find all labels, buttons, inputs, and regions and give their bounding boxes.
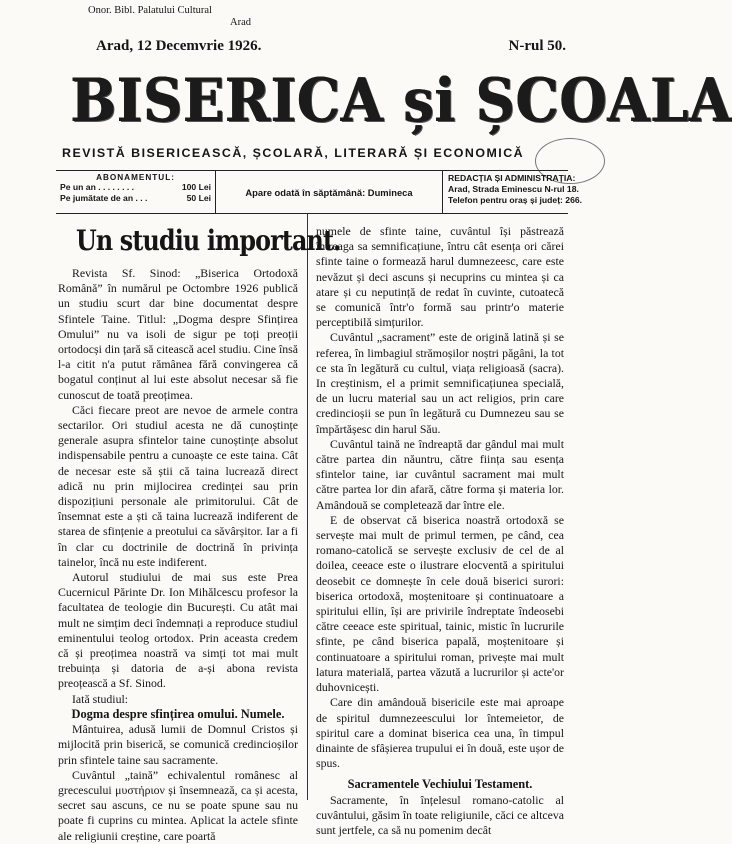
masthead-subtitle: REVISTĂ BISERICEASCĂ, ȘCOLARĂ, LITERARĂ ȘI ECONOMICĂ <box>62 146 525 160</box>
subscription-price: 50 Lei <box>186 193 211 203</box>
subscription-row <box>60 182 211 193</box>
paragraph: Sacramente, în înțelesul romano-catolic al cuvântului, găsim în toate religiunile, căci ce altceva sunt jertfele, ca să nu pomenim decât <box>316 792 564 837</box>
stamp-line-1: Onor. Bibl. Palatului Cultural <box>88 5 212 16</box>
section-heading: Sacramentele Vechiului Testament. <box>347 777 533 792</box>
info-bar <box>56 170 583 214</box>
subscription-box <box>56 171 216 213</box>
paragraph: Cuvântul „taină” echivalentul românesc al grecescului μυστήριον și însemnează, ca și acesta, secret sau ascuns, ce nu se poate spune sau nu poate fi cuprins cu mintea. Aplicat la actele sfinte ale religiunii creștine, care poartă <box>58 767 298 843</box>
right-column <box>316 224 564 838</box>
paragraph: Care din amândouă bisericile este mai aproape de spiritul dumnezeescului lor întemeietor, de spiritul care a dominat biserica cea una, în timpul dinainte de sfâșierea trupului ei în două, este ușor de spus. <box>316 695 564 771</box>
library-stamp <box>88 5 288 29</box>
editorial-phone: Telefon pentru oraș și județ: 266. <box>448 195 583 205</box>
dateline <box>96 38 566 55</box>
left-column <box>58 222 341 844</box>
editorial-heading: REDACȚIA ȘI ADMINISTRAȚIA: <box>448 173 576 183</box>
masthead-text: BISERICA și ȘCOALA <box>70 66 732 136</box>
subscription-label: Pe un an . . . . . . . . <box>60 182 135 192</box>
paragraph: numele de sfinte taine, cuvântul își păstrează întreaga sa semnificațiune, întru cât esența ori cărei sfinte taine o formează harul dumnezeesc, care este nevăzut și deci ascuns și necuprins cu mintea și ca atare și cu neputință de redat în cuvinte, cutoatecă se comunică într'o formă sau printr'o materie perceptibilă simțurilor. <box>316 224 564 330</box>
stamp-line-2: Arad <box>230 17 251 28</box>
column-divider <box>307 214 308 800</box>
subscription-row <box>60 193 211 204</box>
paragraph: Autorul studiului de mai sus este Prea Cucernicul Părinte Dr. Ion Mihălcescu profesor la facultatea de teologie din București. Cu atât mai mult ne simțim deci îndemnați a reproduce studiul eminentului teolog ortodox. Prin aceasta credem că și preoțimea noastră va simți tot mai mult trebuința și datoria de a-și abona revista preoțească a Sf. Sinod. <box>58 570 298 691</box>
subscription-heading: ABONAMENTUL: <box>96 173 175 182</box>
masthead-title <box>70 60 732 142</box>
paragraph: Cuvântul „sacrament” este de origină latină și se referea, în limbagiul strămoșilor noștri păgâni, la tot ce sta în legătură cu cultul, viața religioasă (sacra). In creștinism, el a primit semnificațiunea specială, de un lucru material sau un act religios, prin care credincioșii se pun în legătură cu Dumnezeu sau se împărtășesc din harul Său. <box>316 330 564 436</box>
section-heading: Dogma despre sfințirea omului. Numele. <box>71 706 285 721</box>
paragraph: Iată studiul: <box>72 691 129 706</box>
subscription-price: 100 Lei <box>181 182 211 192</box>
paragraph: Cuvântul taină ne îndreaptă dar gândul mai mult către partea din năuntru, către ființa sau esența sfintelor taine, iar cuvântul sacrament mai mult către partea lor din afară, către forma și materia lor. Amândouă se completează dar între ele. <box>316 436 564 512</box>
subscription-label: Pe jumătate de an . . . <box>60 193 148 203</box>
issue-date: Arad, 12 Decemvrie 1926. <box>96 38 262 54</box>
issue-number: N-rul 50. <box>508 38 566 54</box>
editorial-address: Arad, Strada Eminescu N-rul 18. <box>448 184 579 194</box>
paragraph: Mântuirea, adusă lumii de Domnul Cristos și mijlocită prin biserică, se comunică credincioșilor prin sfintele taine sau sacramente. <box>58 722 298 767</box>
paragraph: Căci fiecare preot are nevoe de armele contra sectarilor. Ori studiul acesta ne dă cunoștințe generale asupra sfintelor taine cunoștințe absolut indispensabile pentru a cunoaște ce este taina. Cât de necesar este să știi că taina lucrează direct adică nu prin mijlocirea credinței sau prin dispozițiuni personale ale primitorului. Cât de însemnat este a ști că taina lucrează indiferent de starea de sfințenie a preotului ca săvârșitor. Iar a fi în clar cu doctrinile de doctrină în privința tainelor, încă nu este indiferent. <box>58 402 298 569</box>
paragraph: Revista Sf. Sinod: „Biserica Ortodoxă Română” în numărul pe Octombre 1926 publică un studiu scurt dar bine documentat despre Sfintele Taine. Titlul: „Dogma despre Sfințirea Omului” nu va isoli de sigur pe toți preoții ortodocși din țară să citească acel studiu. Cine însă l-a citit n'a putut rămânea fără convingerea că bogatul conținut al lui este absolut necesar să fie cunoscut de toată preoțimea. <box>58 266 298 402</box>
paragraph: E de observat că biserica noastră ortodoxă se servește mai mult de primul termen, pe când, cea romano-catolică se servește exclusiv de cel de al doilea, ceeace este o ilustrare elocventă a spiritului deosebit ce domnește în cele două biserici surori: biserica ortodoxă, moștenitoare și continuatoare a spiritului ellin, își are privirile îndreptate îndeosebi către ceeace este spiritual, tainic, mistic în lucrurile sfinte, pe când biserica papală, moștenitoare și continuatoare a spiritului roman, privește mai mult latura materială, partea văzută a lucrurilor și acte'or duhovnicești. <box>316 512 564 695</box>
editorial-box <box>442 171 583 213</box>
article-title: Un studiu important. <box>76 224 341 257</box>
publication-schedule: Apare odată în săptămână: Dumineca <box>216 171 443 213</box>
